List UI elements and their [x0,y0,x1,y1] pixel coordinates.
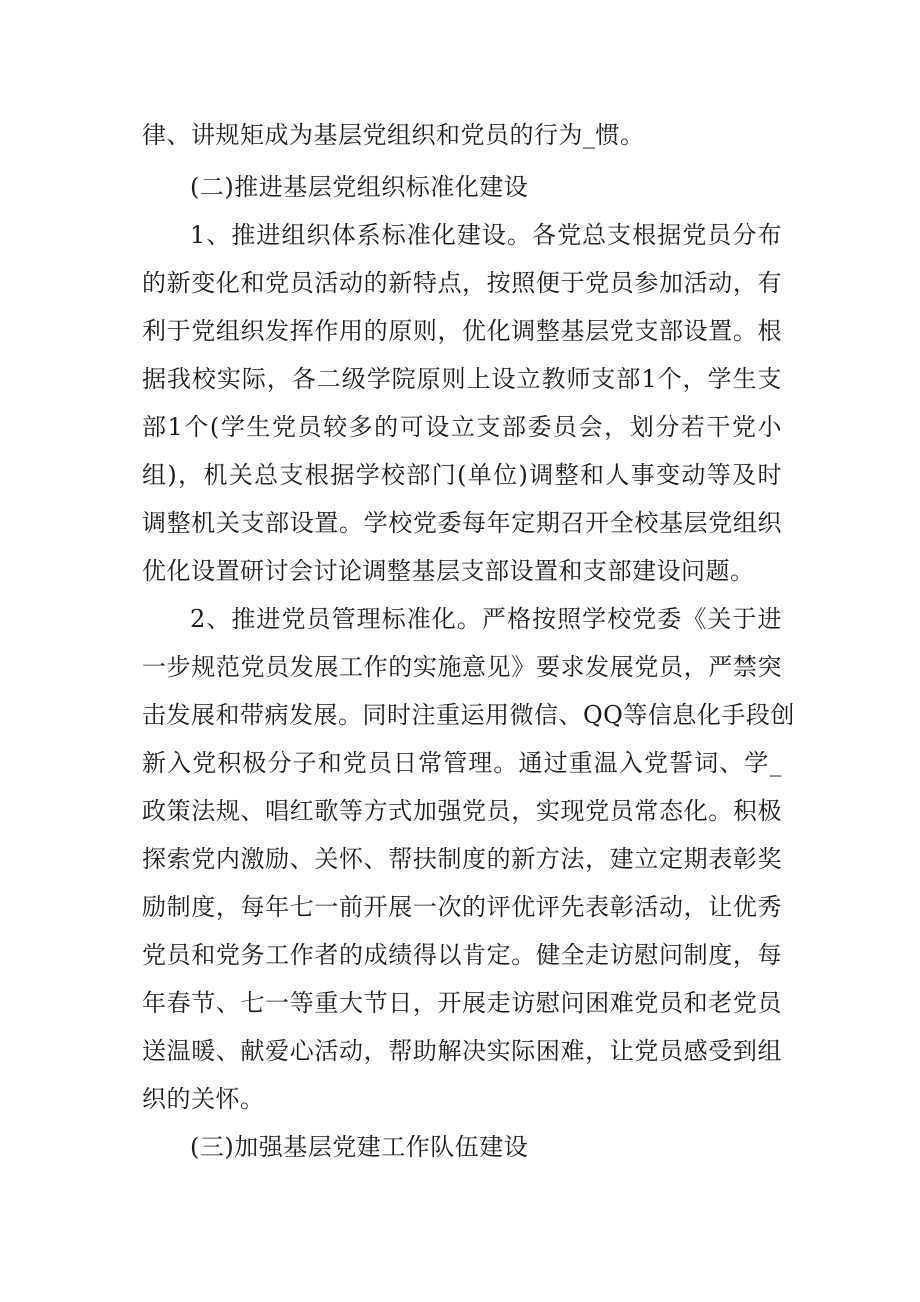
text-line: 2、推进党员管理标准化。严格按照学校党委《关于进 [190,605,782,633]
text-line: 织的关怀。 [142,1085,265,1113]
text-line: 党员和党务工作者的成绩得以肯定。健全走访慰问制度，每 [142,941,782,969]
text-line: 新入党积极分子和党员日常管理。通过重温入党誓词、学_ [142,749,782,777]
text-line: 部1个(学生党员较多的可设立支部委员会，划分若干党小 [142,413,782,441]
section-heading: (二)推进基层党组织标准化建设 [190,173,529,201]
text-line: 励制度，每年七一前开展一次的评优评先表彰活动，让优秀 [142,893,782,921]
text-line: 年春节、七一等重大节日，开展走访慰问困难党员和老党员 [142,989,782,1017]
text-line: 1、推进组织体系标准化建设。各党总支根据党员分布 [190,221,782,249]
text-line: 击发展和带病发展。同时注重运用微信、QQ等信息化手段创 [142,701,795,729]
text-line: 据我校实际，各二级学院原则上设立教师支部1个，学生支 [142,365,782,393]
text-line: 一步规范党员发展工作的实施意见》要求发展党员，严禁突 [142,653,782,681]
text-line: 优化设置研讨会讨论调整基层支部设置和支部建设问题。 [142,557,755,585]
text-line: 政策法规、唱红歌等方式加强党员，实现党员常态化。积极 [142,797,782,825]
text-line: 利于党组织发挥作用的原则，优化调整基层党支部设置。根 [142,317,782,345]
section-heading: (三)加强基层党建工作队伍建设 [190,1133,529,1161]
text-line: 调整机关支部设置。学校党委每年定期召开全校基层党组织 [142,509,782,537]
text-line: 律、讲规矩成为基层党组织和党员的行为_惯。 [142,121,645,149]
text-line: 送温暖、献爱心活动，帮助解决实际困难，让党员感受到组 [142,1037,782,1065]
text-line: 的新变化和党员活动的新特点，按照便于党员参加活动，有 [142,269,782,297]
text-line: 组)，机关总支根据学校部门(单位)调整和人事变动等及时 [142,461,782,489]
text-line: 探索党内激励、关怀、帮扶制度的新方法，建立定期表彰奖 [142,845,782,873]
